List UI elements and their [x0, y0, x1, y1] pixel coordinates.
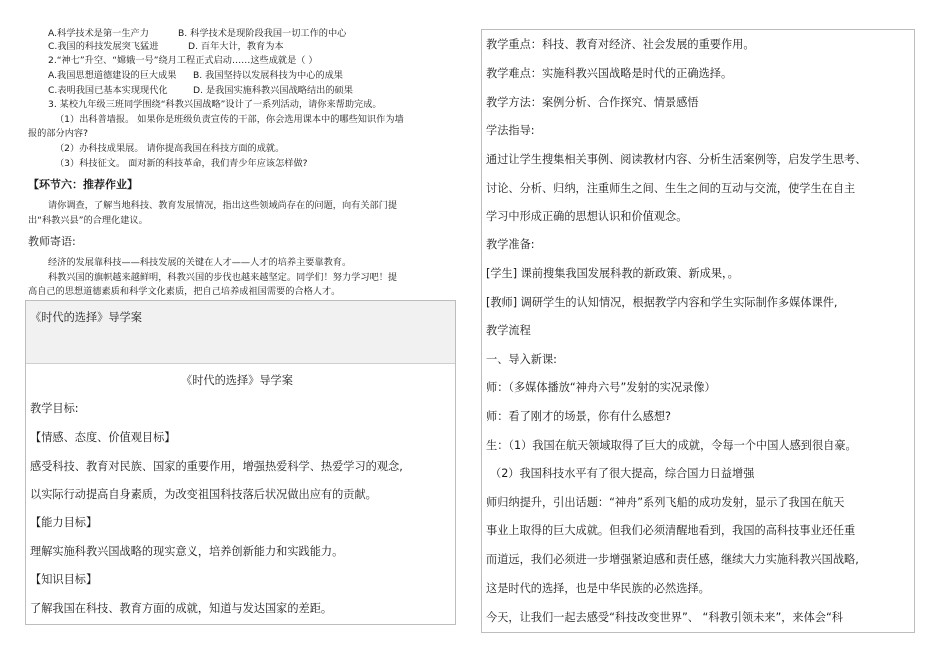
lesson-plan-box-right [481, 29, 915, 633]
goal-knowledge-line1: 了解我国在科技、教育方面的成就，知道与发达国家的差距。 [30, 602, 333, 615]
teaching-prep-title: 教学准备: [486, 238, 535, 251]
q1-option-c: C.我国的科技发展突飞猛进 [48, 41, 159, 52]
student-line1: 生：（1）我国在航天领域取得了巨大的成就，令每一个中国人感到很自豪。 [486, 439, 857, 452]
q3-part1-line1: （1）出科普墙报。 如果你是班级负责宣传的干部，你会选用课本中的哪些知识作为墙 [55, 114, 404, 125]
q2-option-b: B. 我国坚持以发展科技为中心的成果 [193, 70, 343, 81]
lesson-plan-box-left [25, 300, 456, 625]
summary-line4: 这是时代的选择，也是中华民族的必然选择。 [486, 582, 710, 595]
teacher-line1: 师：（多媒体播放“神舟六号”发射的实况录像） [486, 381, 716, 394]
teacher-message-title: 教师寄语: [28, 235, 76, 248]
summary-line3: 而道远，我们必须进一步增强紧迫感和责任感，继续大力实施科教兴国战略, [486, 553, 859, 566]
teacher-message-line2: 科教兴国的旗帜越来越鲜明，科教兴国的步伐也越来越坚定。同学们！努力学习吧！提 [48, 272, 398, 283]
today-line: 今天，让我们一起去感受“科技改变世界”、 “科教引领未来”，来体会“科 [486, 611, 843, 624]
teacher-message-line1: 经济的发展靠科技——科技发展的关键在人才——人才的培养主要靠教育。 [48, 257, 352, 268]
q1-option-d: D. 百年大计，教育为本 [188, 41, 284, 52]
center-title: 《时代的选择》导学案 [181, 374, 293, 387]
q2-option-a: A.我国思想道德建设的巨大成果 [48, 70, 177, 81]
goal-ability-title: 【能力目标】 [30, 516, 98, 529]
q3-part1-line2: 报的部分内容? [28, 128, 89, 139]
q1-option-b: B. 科学技术是现阶段我国一切工作的中心 [178, 28, 347, 39]
q3-part3: （3）科技征文。 面对新的科技革命，我们青少年应该怎样做? [55, 158, 308, 169]
teaching-focus: 教学重点：科技、教育对经济、社会发展的重要作用。 [486, 38, 755, 51]
goal-ability-line1: 理解实施科教兴国战略的现实意义，培养创新能力和实践能力。 [30, 545, 344, 558]
q3-part2: （2）办科技成果展。 请你提高我国在科技方面的成就。 [55, 143, 285, 154]
teacher-message-line3: 高自己的思想道德素质和科学文化素质，把自己培养成祖国需要的合格人才。 [28, 286, 341, 297]
header-title: 《时代的选择》导学案 [30, 311, 142, 324]
goal-emotion-line1: 感受科技、教育对民族、国家的重要作用，增强热爱科学、热爱学习的观念, [30, 460, 403, 473]
lesson-plan-header [26, 301, 455, 364]
prep-teacher: [教师] 调研学生的认知情况，根据教学内容和学生实际制作多媒体课件, [486, 296, 838, 309]
teaching-difficulty: 教学难点：实施科教兴国战略是时代的正确选择。 [486, 67, 733, 80]
study-guide-line1: 通过让学生搜集相关事例、阅读教材内容、分析生活案例等，启发学生思考、 [486, 153, 867, 166]
study-guide-line2: 讨论、分析、归纳，注重师生之间、生生之间的互动与交流，使学生在自主 [486, 182, 856, 195]
homework-line1: 请你调查，了解当地科技、教育发展情况，指出这些领域尚存在的问题，向有关部门提 [48, 200, 398, 211]
summary-line1: 师归纳提升，引出话题：“神舟”系列飞船的成功发射，显示了我国在航天 [486, 496, 845, 509]
question-2: 2.“神七”升空、“嫦娥一号”绕月工程正式启动……这些成就是（ ） [48, 55, 318, 66]
summary-line2: 事业上取得的巨大成就。但我们必须清醒地看到，我国的高科技事业还任重 [486, 524, 856, 537]
goal-knowledge-title: 【知识目标】 [30, 573, 98, 586]
study-guide-title: 学法指导: [486, 124, 535, 137]
prep-student: [学生] 课前搜集我国发展科教的新政策、新成果，。 [486, 267, 739, 280]
teaching-flow-title: 教学流程 [486, 324, 531, 337]
section-six-heading: 【环节六：推荐作业】 [28, 178, 138, 191]
intro-heading: 一、导入新课: [486, 353, 557, 366]
goals-title: 教学目标: [30, 402, 79, 415]
q2-option-d: D. 是我国实施科教兴国战略结出的硕果 [193, 85, 353, 96]
student-line2: （2）我国科技水平有了很大提高，综合国力日益增强 [490, 467, 755, 480]
goal-emotion-line2: 以实际行动提高自身素质，为改变祖国科技落后状况做出应有的贡献。 [30, 488, 377, 501]
teacher-line2: 师：看了刚才的场景，你有什么感想? [486, 410, 671, 423]
teaching-method: 教学方法：案例分析、合作探究、情景感悟 [486, 96, 699, 109]
question-3: 3. 某校九年级三班同学围绕“科教兴国战略”设计了一系列活动，请你来帮助完成。 [48, 99, 382, 110]
homework-line2: 出“科教兴县”的合理化建议。 [28, 215, 148, 226]
goal-emotion-title: 【情感、态度、价值观目标】 [30, 431, 176, 444]
study-guide-line3: 学习中形成正确的思想认识和价值观念。 [486, 210, 688, 223]
q2-option-c: C.表明我国已基本实现现代化 [48, 85, 168, 96]
q1-option-a: A.科学技术是第一生产力 [48, 28, 149, 39]
